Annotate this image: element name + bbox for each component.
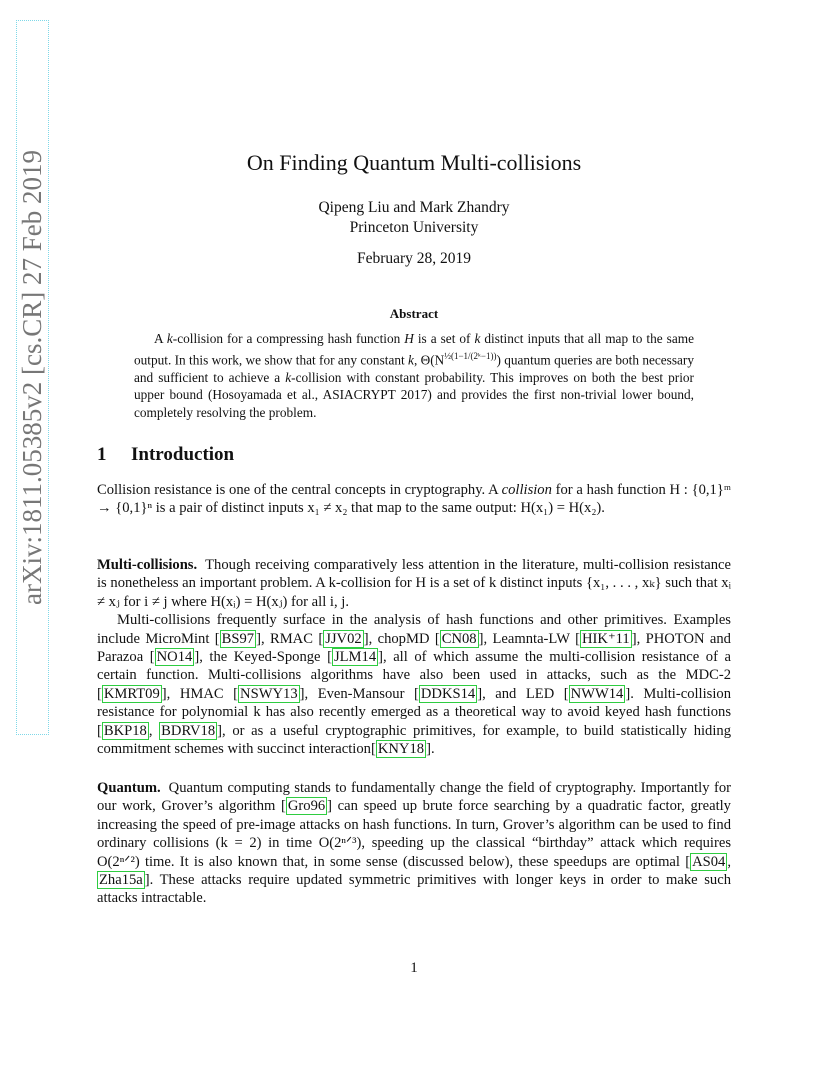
quantum-heading: Quantum. [97, 780, 161, 796]
abstract-heading: Abstract [389, 306, 439, 321]
citation-link[interactable]: DDKS14 [420, 685, 476, 702]
abstract-exponent: ½(1−1/(2ᵏ−1)) [444, 350, 497, 361]
section-heading [97, 444, 234, 466]
multi-collisions-paragraph-2: Multi-collisions frequently surface in the analysis of hash functions and other primitives. Examples include MicroMint [ BS97 ], RMAC [ JJV02 ], chopMD [ CN08 ], Leamnta-LW [ HIK⁺11 ], PHOTON and Parazoa [ NO14 ], the Keyed-Sponge [ JLM14 ], all of which assume the multi-collision resistance of a certain function. Multi-collisions algorithms have also been used in attacks, such as the MDC-2 [ KMRT09 ], HMAC [ NSWY13 ], Even-Mansour [ DDKS14 ], and LED [ NWW14 ]. Multi-collision resistance for polynomial k has also recently emerged as a theoretical way to avoid keyed hash functions [ BKP18 , BDRV18 ], or as a useful cryptographic primitives, for example, to build statistically hiding commitment schemes with succinct interaction[ KNY18 ]. [97, 612, 732, 758]
citation-link[interactable]: NWW14 [570, 685, 624, 702]
section-title: Introduction [131, 444, 235, 465]
citation-link[interactable]: NSWY13 [240, 685, 298, 702]
intro-paragraph: Collision resistance is one of the central concepts in cryptography. A collision for a hash function H : {0,1}ᵐ → {0,1}ⁿ is a pair of distinct inputs x₁ ≠ x₂ that map to the same output: H(x₁) = H(x₂). [97, 482, 731, 517]
quantum-section: Quantum. Quantum computing stands to fundamentally change the field of cryptography. Importantly for our work, Grover’s algorithm [ Gro96 ] can speed up brute force searching by a quadratic factor, greatly increasing the speed of pre-image attacks on hash functions. In turn, Grover’s algorithm can be used to find ordinary collisions (k = 2) in time O(2ⁿᐟ³), speeding up the classical “birthday” attack which requires O(2ⁿᐟ²) time. It is also known that, in some sense (discussed below), these speedups are optimal [ AS04 , Zha15a ]. These attacks require updated symmetric primitives with longer keys in order to make such attacks intractable. [97, 780, 731, 907]
citation-link[interactable]: BS97 [221, 630, 255, 647]
multi-collisions-heading: Multi-collisions. [97, 557, 198, 573]
citation-link[interactable]: BKP18 [103, 722, 147, 739]
citation-link[interactable]: AS04 [692, 853, 726, 870]
citation-link[interactable]: NO14 [156, 649, 193, 666]
authors: Qipeng Liu and Mark Zhandry [318, 199, 510, 216]
arxiv-identifier[interactable]: arXiv:1811.05385v2 [cs.CR] 27 Feb 2019 [16, 20, 49, 735]
date: February 28, 2019 [356, 250, 472, 267]
citation-link[interactable]: JLM14 [333, 649, 377, 666]
citation-link[interactable]: Gro96 [287, 798, 326, 815]
citation-link[interactable]: KNY18 [377, 741, 425, 758]
multi-collisions-section: Multi-collisions. Though receiving comparatively less attention in the literature, multi-collision resistance is nonetheless an important problem. A k-collision for H is a set of k distinct inputs {x₁, . . . , xₖ} such that xᵢ ≠ xⱼ for i ≠ j where H(xᵢ) = H(xⱼ) for all i, j. Multi-collisions frequently surface in the analysis of hash functions and other primitives. Examples include MicroMint [ BS97 ], RMAC [ JJV02 ], chopMD [ CN08 ], Leamnta-LW [ HIK⁺11 ], PHOTON and Parazoa [ NO14 ], the Keyed-Sponge [ JLM14 ], all of which assume the multi-collision resistance of a certain function. Multi-collisions algorithms have also been used in attacks, such as the MDC-2 [ KMRT09 ], HMAC [ NSWY13 ], Even-Mansour [ DDKS14 ], and LED [ NWW14 ]. Multi-collision resistance for polynomial k has also recently emerged as a theoretical way to avoid keyed hash functions [ BKP18 , BDRV18 ], or as a useful cryptographic primitives, for example, to build statistically hiding commitment schemes with succinct interaction[ KNY18 ]. [97, 557, 732, 758]
affiliation: Princeton University [349, 219, 479, 236]
citation-link[interactable]: CN08 [441, 630, 477, 647]
citation-link[interactable]: Zha15a [99, 872, 143, 889]
page-number: 1 [410, 960, 418, 976]
citation-link[interactable]: KMRT09 [103, 685, 160, 702]
author-block [0, 198, 828, 238]
abstract-text: A k-collision for a compressing hash function H is a set of k distinct inputs that all map to the same output. In this work, we show that for any constant k, $\Theta(N^{\frac{1}{2}(1-1/(2ᵏ-1))})$ quantum queries are both necessary and sufficient to achieve a k-collision with constant probability. This improves on both the best prior upper bound (Hosoyamada et al., ASIACRYPT 2017) and provides the first non-trivial lower bound, completely resolving the problem. [134, 331, 695, 420]
section-number: 1 [97, 444, 107, 465]
citation-link[interactable]: BDRV18 [161, 722, 216, 739]
citation-link[interactable]: JJV02 [325, 630, 362, 647]
paper-title: On Finding Quantum Multi-collisions [246, 150, 582, 175]
citation-link[interactable]: HIK⁺11 [582, 630, 630, 647]
